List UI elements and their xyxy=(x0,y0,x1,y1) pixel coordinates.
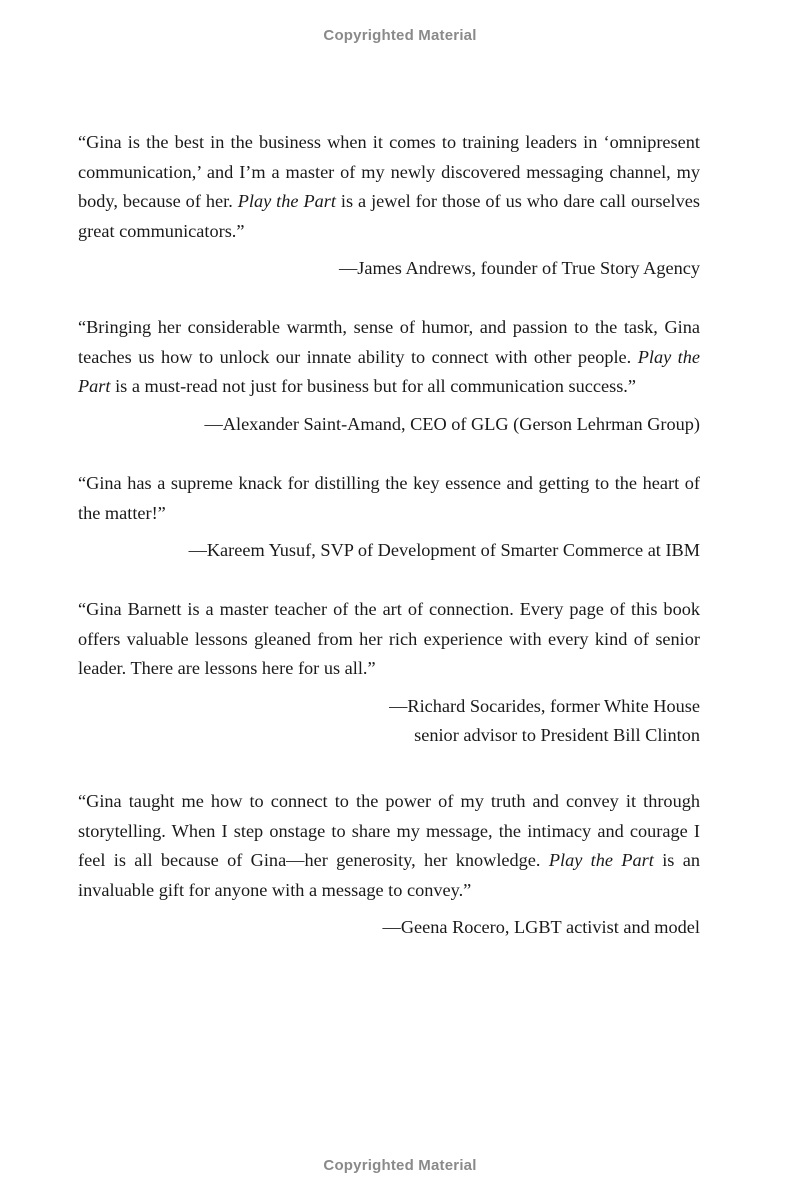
testimonial-1 xyxy=(78,128,700,284)
testimonial-5 xyxy=(78,787,700,943)
copyright-watermark-top: Copyrighted Material xyxy=(323,27,477,44)
testimonial-3 xyxy=(78,469,700,566)
testimonial-attribution: —Alexander Saint-Amand, CEO of GLG (Gerson Lehrman Group) xyxy=(204,413,700,434)
testimonial-attribution: —Richard Socarides, former White House senior advisor to President Bill Clinton xyxy=(389,695,700,745)
testimonial-quote: “Gina is the best in the business when it comes to training leaders in ‘omnipresent communication,’ and I’m a master of my newly discovered messaging channel, my body, because of her. Play the Part is a jewel for those of us who dare call ourselves great communicators.” xyxy=(78,132,700,241)
testimonial-attribution: —Kareem Yusuf, SVP of Development of Smarter Commerce at IBM xyxy=(188,540,700,560)
testimonial-quote: “Gina Barnett is a master teacher of the art of connection. Every page of this book offers valuable lessons gleaned from her rich experience with every kind of senior leader. There are lessons here for us all.” xyxy=(78,599,700,678)
testimonial-attribution: —James Andrews, founder of True Story Agency xyxy=(338,258,700,278)
testimonial-quote: “Gina taught me how to connect to the power of my truth and convey it through storytelling. When I step onstage to share my message, the intimacy and courage I feel is all because of Gina—her generosity, her knowledge. Play the Part is an invaluable gift for anyone with a message to convey.” xyxy=(78,791,700,900)
testimonial-2 xyxy=(78,313,700,439)
book-title: Play the Part xyxy=(548,850,654,870)
testimonial-attribution: —Geena Rocero, LGBT activist and model xyxy=(382,917,700,937)
copyright-watermark-bottom: Copyrighted Material xyxy=(323,1157,477,1174)
testimonial-quote: “Gina has a supreme knack for distilling the key essence and getting to the heart of the matter!” xyxy=(78,473,700,523)
testimonial-4 xyxy=(78,595,700,751)
book-title: Play the Part xyxy=(78,346,701,396)
book-title: Play the Part xyxy=(237,191,336,211)
testimonial-quote: “Bringing her considerable warmth, sense of humor, and passion to the task, Gina teaches us how to unlock our innate ability to connect with other people. Play the Part is a must-read not just for business but for all communication success.” xyxy=(78,317,701,396)
